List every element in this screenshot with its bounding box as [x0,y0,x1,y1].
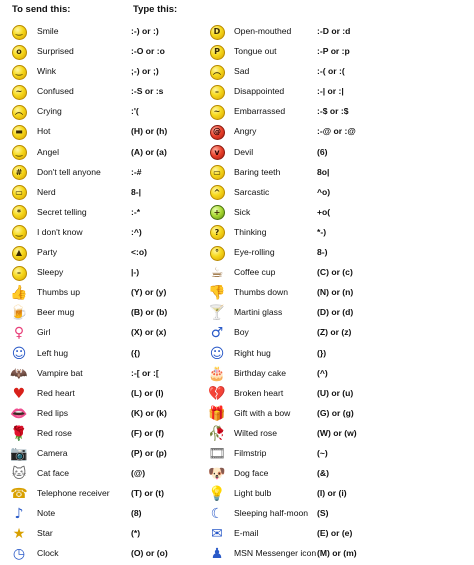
emoticon-row [0,484,237,504]
emoticon-label: Clock [37,548,59,559]
half-moon-icon [209,506,225,522]
emoticon-shortcut: :'( [131,106,139,117]
red-rose-icon [11,426,27,442]
emoticon-row [0,22,237,42]
cat-face-icon [11,466,27,482]
emoticon-row [0,424,237,444]
emoticon-row [206,122,443,142]
emoticon-shortcut: (K) or (k) [131,407,167,418]
emoticon-row [206,102,443,122]
emoticon-row [206,404,443,424]
emoticon-shortcut: (T) or (t) [131,488,164,499]
emoticon-label: Right hug [234,347,271,358]
emoticon-shortcut: (W) or (w) [317,427,357,438]
emoticon-label: Don't tell anyone [37,166,101,177]
emoticon-row [0,364,237,384]
emoticon-shortcut: (N) or (n) [317,287,354,298]
coffee-cup-glyph: ☕ [210,265,224,282]
emoticon-label: Sleeping half-moon [234,508,309,519]
emoticon-shortcut: (S) [317,508,329,519]
emoticon-label: Nerd [37,186,56,197]
emoticon-shortcut: :-* [131,206,141,217]
emoticon-shortcut: (}) [317,347,327,358]
emoticon-shortcut: (U) or (u) [317,387,354,398]
emoticon-label: Hot [37,126,51,137]
emoticon-row [0,143,237,163]
embarrassed-icon [209,104,225,120]
star-icon [11,526,27,542]
emoticon-shortcut: (C) or (c) [317,267,353,278]
wilted-rose-icon [209,426,225,442]
disappointed-icon [209,84,225,100]
tongue-out-face-shape: P [210,45,225,60]
emoticon-row [206,524,443,544]
emoticon-shortcut: (Z) or (z) [317,327,352,338]
confused-face-shape: ~ [12,85,27,100]
confused-icon [11,84,27,100]
right-column [206,22,443,565]
left-hug-glyph: ☺ [11,345,27,362]
emoticon-shortcut: (M) or (m) [317,548,357,559]
emoticon-label: Dog face [234,468,269,479]
emoticon-shortcut: :-| or :| [317,86,344,97]
broken-heart-glyph: 💔 [208,385,226,402]
light-bulb-icon [209,486,225,502]
emoticon-row [206,484,443,504]
emoticon-shortcut: |-) [131,267,140,278]
emoticon-label: Note [37,508,56,519]
emoticon-shortcut: <:o) [131,247,147,258]
sleepy-icon [11,265,27,281]
emoticon-label: I don't know [37,226,83,237]
emoticon-shortcut: 8-| [131,186,142,197]
emoticon-row [206,163,443,183]
emoticon-label: Eye-rolling [234,247,275,258]
emoticon-row [206,243,443,263]
header-to-send: To send this: [12,4,71,15]
dont-tell-face-shape: # [12,165,27,180]
emoticon-row [0,243,237,263]
emoticon-row [0,42,237,62]
emoticon-row [0,62,237,82]
emoticon-shortcut: :-# [131,166,142,177]
emoticon-row [206,303,443,323]
emoticon-row [206,203,443,223]
emoticon-row [0,464,237,484]
smile-face-shape: ‿ [12,25,27,40]
emoticon-row [206,323,443,343]
emoticon-row [206,344,443,364]
emoticon-label: Camera [37,447,68,458]
emoticon-row [206,444,443,464]
emoticon-label: Devil [234,146,254,157]
emoticon-row [0,544,237,564]
emoticon-row [206,384,443,404]
sunglasses-face-shape: ▬ [12,125,27,140]
emoticon-row [0,303,237,323]
emoticon-label: Embarrassed [234,106,286,117]
red-lips-icon [11,406,27,422]
emoticon-row [0,163,237,183]
dog-face-icon [209,466,225,482]
sunglasses-icon [11,124,27,140]
secret-telling-face-shape: * [12,205,27,220]
emoticon-shortcut: (I) or (i) [317,488,347,499]
emoticon-row [206,364,443,384]
tongue-out-icon [209,44,225,60]
emoticon-shortcut: :-O or :o [131,46,165,57]
sick-icon [209,205,225,221]
emoticon-row [0,82,237,102]
left-hug-icon [11,346,27,362]
left-column [0,22,237,565]
msn-messenger-glyph: ♟ [210,546,224,563]
gift-icon [209,406,225,422]
emoticon-label: Confused [37,86,74,97]
emoticon-label: Party [37,247,58,258]
email-icon [209,526,225,542]
vampire-bat-icon [11,366,27,382]
emoticon-label: Thinking [234,226,267,237]
red-heart-glyph: ♥ [12,385,26,402]
sad-face-shape: ︵ [210,65,225,80]
music-note-glyph: ♪ [14,506,24,523]
thumbs-down-icon [209,285,225,301]
emoticon-label: MSN Messenger icon [234,548,317,559]
emoticon-label: Cat face [37,468,70,479]
sleepy-face-shape: – [12,266,27,281]
emoticon-label: Sarcastic [234,186,270,197]
martini-glass-glyph: 🍸 [208,305,226,322]
sick-face-shape: + [210,205,225,220]
emoticon-shortcut: (L) or (l) [131,387,164,398]
email-glyph: ✉ [211,526,223,543]
secret-telling-icon [11,205,27,221]
emoticon-label: E-mail [234,528,259,539]
emoticon-row [0,444,237,464]
emoticon-label: Light bulb [234,488,272,499]
thumbs-down-glyph: 👎 [208,285,226,302]
emoticon-label: Crying [37,106,62,117]
emoticon-label: Filmstrip [234,447,267,458]
music-note-icon [11,506,27,522]
emoticon-shortcut: :-P or :p [317,46,350,57]
baring-teeth-face-shape: ▭ [210,165,225,180]
girl-glyph: ♀ [13,325,25,342]
telephone-receiver-icon [11,486,27,502]
emoticon-label: Disappointed [234,86,285,97]
broken-heart-icon [209,386,225,402]
beer-mug-glyph: 🍺 [10,305,28,322]
crying-icon [11,104,27,120]
emoticon-shortcut: ({) [131,347,141,358]
emoticon-shortcut: (6) [317,146,328,157]
emoticon-shortcut: :-D or :d [317,26,351,36]
emoticon-label: Broken heart [234,387,284,398]
emoticon-shortcut: (Y) or (y) [131,287,167,298]
dog-face-glyph: 🐶 [208,466,226,483]
emoticon-row [206,62,443,82]
emoticon-shortcut: (H) or (h) [131,126,168,137]
emoticon-row [206,504,443,524]
dont-know-icon [11,225,27,241]
emoticon-label: Star [37,528,53,539]
wink-face-shape: ‿ [12,65,27,80]
emoticon-label: Open-mouthed [234,26,292,36]
emoticon-label: Red lips [37,407,69,418]
emoticon-row [0,344,237,364]
emoticon-row [0,263,237,283]
emoticon-shortcut: :-( or :( [317,66,345,77]
emoticon-row [0,404,237,424]
emoticon-shortcut: (A) or (a) [131,146,167,157]
baring-teeth-icon [209,165,225,181]
emoticon-shortcut: :-@ or :@ [317,126,356,137]
emoticon-row [206,183,443,203]
eye-rolling-face-shape: ° [210,246,225,261]
emoticon-label: Beer mug [37,307,75,318]
dont-know-face-shape: ‿ [12,225,27,240]
emoticon-row [0,122,237,142]
nerd-face-shape: ▭ [12,185,27,200]
emoticon-shortcut: 8o| [317,166,330,177]
emoticon-shortcut: (@) [131,468,146,479]
emoticon-shortcut: :^) [131,226,142,237]
emoticon-shortcut: (F) or (f) [131,427,164,438]
red-lips-glyph: 👄 [10,405,28,422]
emoticon-label: Birthday cake [234,367,287,378]
red-rose-glyph: 🌹 [10,425,28,442]
party-icon [11,245,27,261]
boy-icon [209,325,225,341]
emoticon-row [206,223,443,243]
boy-glyph: ♂ [210,325,224,342]
emoticon-shortcut: *-) [317,226,327,237]
sad-icon [209,64,225,80]
emoticon-row [0,203,237,223]
dont-tell-icon [11,165,27,181]
header-type-this: Type this: [133,4,178,15]
emoticon-label: Girl [37,327,51,338]
emoticon-label: Red heart [37,387,75,398]
emoticon-row [206,263,443,283]
emoticon-shortcut: +o( [317,206,331,217]
birthday-cake-glyph: 🎂 [208,365,226,382]
emoticon-row [206,22,443,42]
camera-glyph: 📷 [10,445,28,462]
emoticon-shortcut: (D) or (d) [317,307,354,318]
emoticon-label: Thumbs down [234,287,288,298]
girl-icon [11,325,27,341]
angry-face-shape: @ [210,125,225,140]
emoticon-row [0,524,237,544]
open-mouthed-face-shape: D [210,25,225,40]
emoticon-row [0,102,237,122]
disappointed-face-shape: – [210,85,225,100]
sarcastic-icon [209,185,225,201]
emoticon-label: Secret telling [37,206,87,217]
right-hug-glyph: ☺ [209,345,225,362]
emoticon-label: Wink [37,66,57,77]
emoticon-row [206,143,443,163]
emoticon-shortcut: :-) or :) [131,26,159,36]
emoticon-label: Thumbs up [37,287,80,298]
vampire-bat-glyph: 🦇 [10,365,28,382]
devil-icon [209,145,225,161]
emoticon-label: Wilted rose [234,427,277,438]
smile-icon [11,24,27,40]
red-heart-icon [11,386,27,402]
emoticon-row [0,323,237,343]
crying-face-shape: ︵ [12,105,27,120]
emoticon-row [206,544,443,564]
angry-icon [209,124,225,140]
camera-icon [11,446,27,462]
emoticon-label: Surprised [37,46,74,57]
angel-face-shape: ‿ [12,145,27,160]
half-moon-glyph: ☾ [210,506,224,523]
emoticon-row [206,82,443,102]
emoticon-row [206,424,443,444]
emoticon-row [206,283,443,303]
filmstrip-icon [209,446,225,462]
emoticon-shortcut: 8-) [317,247,328,258]
angel-icon [11,145,27,161]
emoticon-shortcut: (~) [317,447,328,458]
emoticon-label: Tongue out [234,46,277,57]
emoticon-row [206,464,443,484]
nerd-icon [11,185,27,201]
msn-messenger-icon [209,546,225,562]
beer-mug-icon [11,305,27,321]
emoticon-shortcut: (^) [317,367,328,378]
emoticon-label: Angel [37,146,59,157]
emoticon-label: Telephone receiver [37,488,110,499]
emoticon-row [0,283,237,303]
emoticon-row [0,384,237,404]
emoticon-shortcut: (&) [317,468,329,479]
emoticon-label: Gift with a bow [234,407,291,418]
emoticon-label: Coffee cup [234,267,276,278]
emoticon-shortcut: ;-) or ;) [131,66,159,77]
sarcastic-face-shape: ^ [210,185,225,200]
emoticon-shortcut: :-S or :s [131,86,164,97]
embarrassed-face-shape: ~ [210,105,225,120]
emoticon-label: Smile [37,26,59,36]
emoticon-label: Left hug [37,347,69,358]
emoticon-shortcut: ^o) [317,186,331,197]
gift-glyph: 🎁 [208,405,226,422]
emoticon-label: Martini glass [234,307,283,318]
right-hug-icon [209,346,225,362]
emoticon-label: Boy [234,327,249,338]
emoticon-row [0,183,237,203]
eye-rolling-icon [209,245,225,261]
party-face-shape: ▲ [12,246,27,261]
emoticon-row [0,504,237,524]
thinking-icon [209,225,225,241]
emoticon-shortcut: (B) or (b) [131,307,168,318]
cat-face-glyph: 🐱 [11,466,27,483]
surprised-face-shape: o [12,45,27,60]
thinking-face-shape: ? [210,225,225,240]
birthday-cake-icon [209,366,225,382]
thumbs-up-glyph: 👍 [10,285,28,302]
emoticon-shortcut: (G) or (g) [317,407,354,418]
telephone-receiver-glyph: ☎ [10,486,28,503]
emoticon-label: Angry [234,126,257,137]
emoticon-label: Sad [234,66,250,77]
emoticon-shortcut: :-$ or :$ [317,106,349,117]
emoticon-label: Sick [234,206,251,217]
open-mouthed-icon [209,24,225,40]
emoticon-shortcut: (E) or (e) [317,528,353,539]
emoticon-row [206,42,443,62]
emoticon-row [0,223,237,243]
emoticon-label: Red rose [37,427,72,438]
emoticon-label: Sleepy [37,267,64,278]
thumbs-up-icon [11,285,27,301]
filmstrip-glyph: 🎞 [208,445,226,462]
surprised-icon [11,44,27,60]
coffee-cup-icon [209,265,225,281]
emoticon-shortcut: :-[ or :[ [131,367,159,378]
clock-glyph: ◷ [12,546,26,563]
devil-face-shape: v [210,145,225,160]
emoticon-label: Vampire bat [37,367,83,378]
martini-glass-icon [209,305,225,321]
light-bulb-glyph: 💡 [208,486,226,503]
emoticon-shortcut: (P) or (p) [131,447,167,458]
star-glyph: ★ [12,526,26,543]
wilted-rose-glyph: 🥀 [208,425,226,442]
emoticon-shortcut: (X) or (x) [131,327,167,338]
emoticon-label: Baring teeth [234,166,281,177]
wink-icon [11,64,27,80]
emoticon-shortcut: (O) or (o) [131,548,168,559]
emoticon-shortcut: (8) [131,508,142,519]
emoticon-shortcut: (*) [131,528,141,539]
clock-icon [11,546,27,562]
